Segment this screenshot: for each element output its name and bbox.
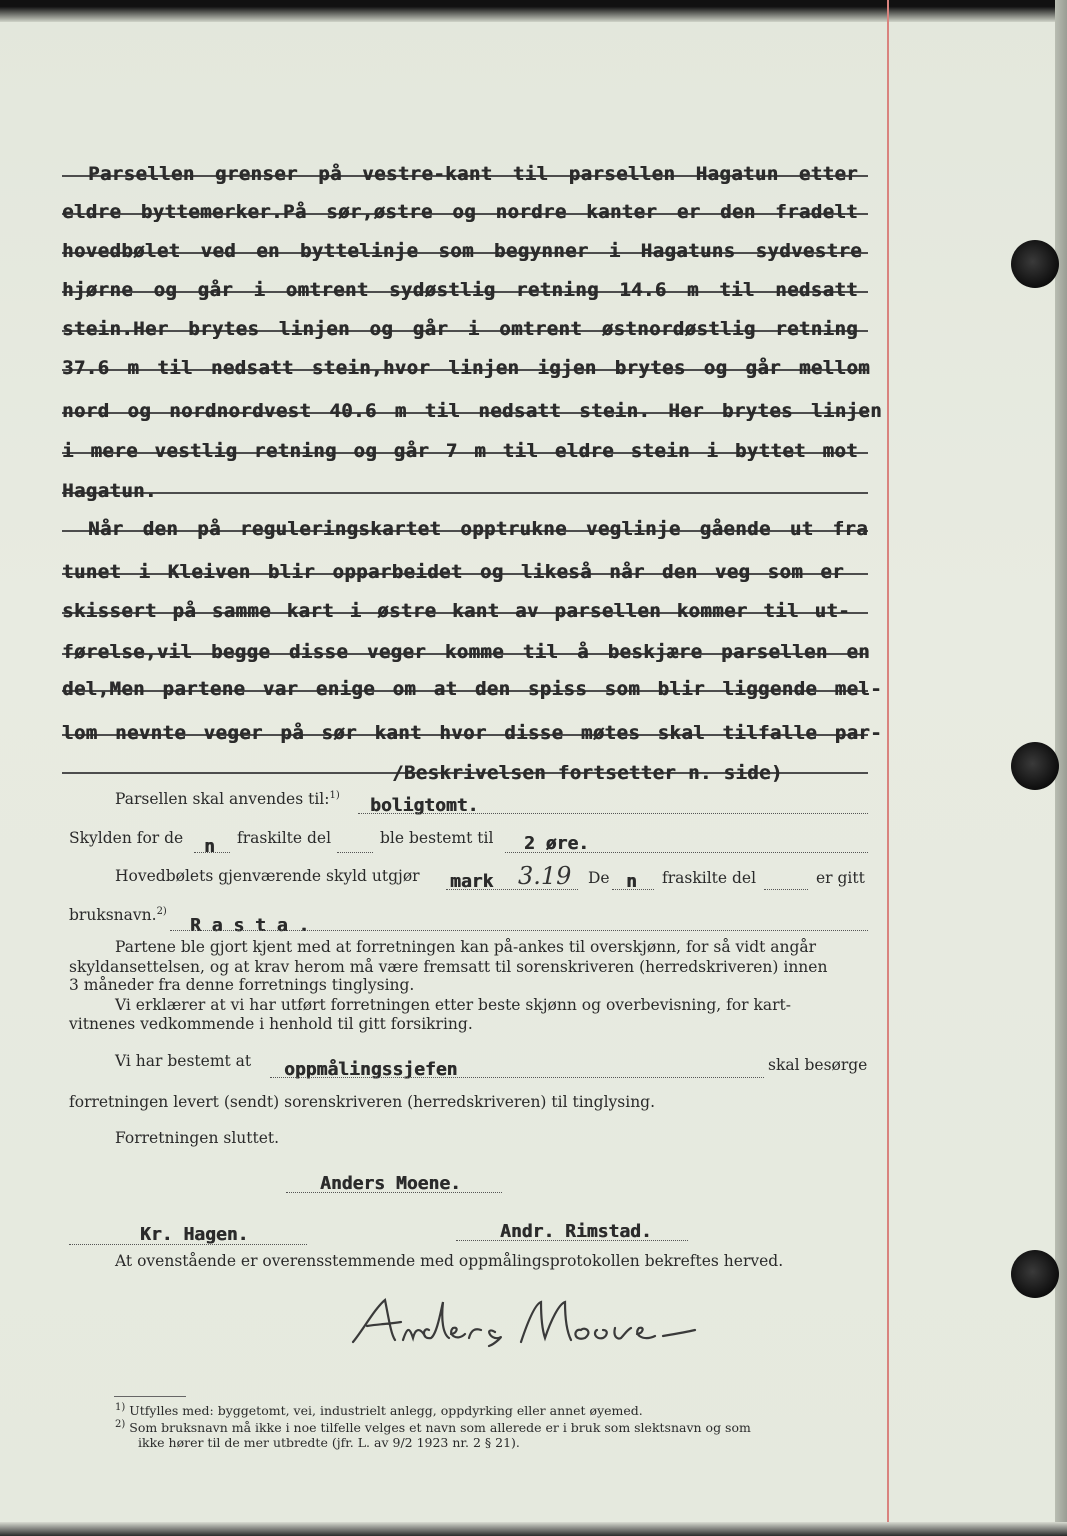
punch-hole-bottom bbox=[1011, 1250, 1059, 1298]
para-anke-line: Partene ble gjort kjent med at forretningen kan på-ankes til overskjønn, for så vidt angår bbox=[115, 938, 817, 956]
handwritten-signature bbox=[345, 1290, 705, 1360]
anvendes-label: Parsellen skal anvendes til:$^{1)}$ bbox=[115, 790, 340, 809]
bestemt-label: Vi har bestemt at bbox=[115, 1052, 252, 1070]
typed-line: i mere vestlig retning og går 7 m til eldre stein i byttet mot bbox=[62, 440, 858, 462]
hoved-value-handwritten: 3.19 bbox=[518, 862, 572, 890]
footnote-2: $^{2)}$ Som bruksnavn må ikke i noe tilfelle velges et navn som allerede er i bruk som slektsnavn og som bbox=[115, 1419, 751, 1436]
hoved-label: Hovedbølets gjenværende skyld utgjør bbox=[115, 867, 420, 885]
typed-line: Når den på reguleringskartet opptrukne veglinje gående ut fra bbox=[88, 518, 868, 540]
attest-line: At ovenstående er overensstemmende med oppmålingsprotokollen bekreftes herved. bbox=[115, 1252, 784, 1270]
bruksnavn-value: R a s t a . bbox=[190, 915, 310, 936]
skyld-label: Skylden for de bbox=[69, 829, 184, 847]
margin-line bbox=[887, 0, 889, 1522]
typed-line: nord og nordnordvest 40.6 m til nedsatt stein. Her brytes linjen bbox=[62, 400, 882, 422]
signature-kr-hagen: Kr. Hagen. bbox=[140, 1224, 249, 1245]
anvendes-value: boligtomt. bbox=[370, 795, 479, 816]
punch-hole-top bbox=[1011, 240, 1059, 288]
punch-hole-middle bbox=[1011, 742, 1059, 790]
fill-line bbox=[170, 930, 868, 931]
typed-line: hjørne og går i omtrent sydøstlig retning 14.6 m til nedsatt bbox=[62, 279, 858, 301]
signature-anders-moene: Anders Moene. bbox=[320, 1173, 461, 1194]
para-erklaerer-line: Vi erklærer at vi har utført forretningen etter beste skjønn og overbevisning, for kart- bbox=[115, 996, 792, 1014]
sluttet-line: Forretningen sluttet. bbox=[115, 1129, 280, 1147]
bestemt-label-2: skal besørge bbox=[768, 1056, 868, 1074]
footnote-2-cont: ikke hører til de mer utbredte (jfr. L. av 9/2 1923 nr. 2 § 21). bbox=[138, 1435, 520, 1450]
para-anke-line: 3 måneder fra denne forretnings tinglysing. bbox=[69, 976, 415, 994]
bestemt-value: oppmålingssjefen bbox=[284, 1059, 458, 1080]
signature-andr-rimstad: Andr. Rimstad. bbox=[500, 1221, 652, 1242]
fill-line bbox=[612, 889, 654, 890]
typed-line: 37.6 m til nedsatt stein,hvor linjen igjen brytes og går mellom bbox=[62, 357, 870, 379]
fill-line bbox=[69, 1244, 307, 1245]
typed-line: tunet i Kleiven blir opparbeidet og likeså når den veg som er bbox=[62, 561, 844, 583]
bruksnavn-label: bruksnavn.$^{2)}$ bbox=[69, 906, 167, 925]
scan-top-shadow bbox=[0, 0, 1067, 22]
footnote-1: $^{1)}$ Utfylles med: byggetomt, vei, industrielt anlegg, oppdyrking eller annet øyemed. bbox=[115, 1402, 643, 1419]
fill-line bbox=[270, 1077, 764, 1078]
skyld-label-2: fraskilte del bbox=[237, 829, 332, 847]
continued-note: /Beskrivelsen fortsetter n. side) bbox=[392, 762, 783, 784]
skyld-fill-n: n bbox=[204, 836, 215, 857]
fill-line bbox=[505, 852, 868, 853]
hoved-label-2: De bbox=[588, 869, 610, 887]
typed-line: eldre byttemerker.På sør,østre og nordre kanter er den fradelt bbox=[62, 201, 858, 223]
typed-line: skissert på samme kart i østre kant av parsellen kommer til ut- bbox=[62, 600, 850, 622]
hoved-label-4: er gitt bbox=[816, 869, 865, 887]
fill-line bbox=[358, 813, 868, 814]
skyld-label-3: ble bestemt til bbox=[380, 829, 494, 847]
fill-line bbox=[446, 889, 578, 890]
hoved-value-typed: mark bbox=[450, 871, 494, 892]
fill-line bbox=[456, 1240, 688, 1241]
para-anke-line: skyldansettelsen, og at krav herom må være fremsatt til sorenskriveren (herredskriveren) innen bbox=[69, 958, 828, 976]
typed-line: stein.Her brytes linjen og går i omtrent østnordøstlig retning bbox=[62, 318, 858, 340]
levert-line: forretningen levert (sendt) sorenskriveren (herredskriveren) til tinglysing. bbox=[69, 1093, 656, 1111]
typed-line: Parsellen grenser på vestre-kant til parsellen Hagatun etter bbox=[88, 163, 858, 185]
typed-line: førelse,vil begge disse veger komme til å beskjære parsellen en bbox=[62, 641, 870, 663]
skyld-value: 2 øre. bbox=[524, 833, 590, 854]
hoved-label-3: fraskilte del bbox=[662, 869, 757, 887]
typed-line: del,Men partene var enige om at den spiss som blir liggende mel- bbox=[62, 678, 882, 700]
para-erklaerer-line: vitnenes vedkommende i henhold til gitt forsikring. bbox=[69, 1015, 473, 1033]
typed-line: hovedbølet ved en byttelinje som begynner i Hagatuns sydvestre bbox=[62, 240, 862, 262]
scan-bottom-edge bbox=[0, 1522, 1067, 1536]
fill-line bbox=[286, 1192, 502, 1193]
fill-line bbox=[337, 852, 373, 853]
fill-line bbox=[194, 852, 230, 853]
typed-line: Hagatun. bbox=[62, 480, 157, 502]
footnote-rule bbox=[114, 1396, 186, 1397]
fill-line bbox=[764, 889, 808, 890]
typed-line: lom nevnte veger på sør kant hvor disse møtes skal tilfalle par- bbox=[62, 722, 882, 744]
hoved-fill-n: n bbox=[626, 871, 637, 892]
